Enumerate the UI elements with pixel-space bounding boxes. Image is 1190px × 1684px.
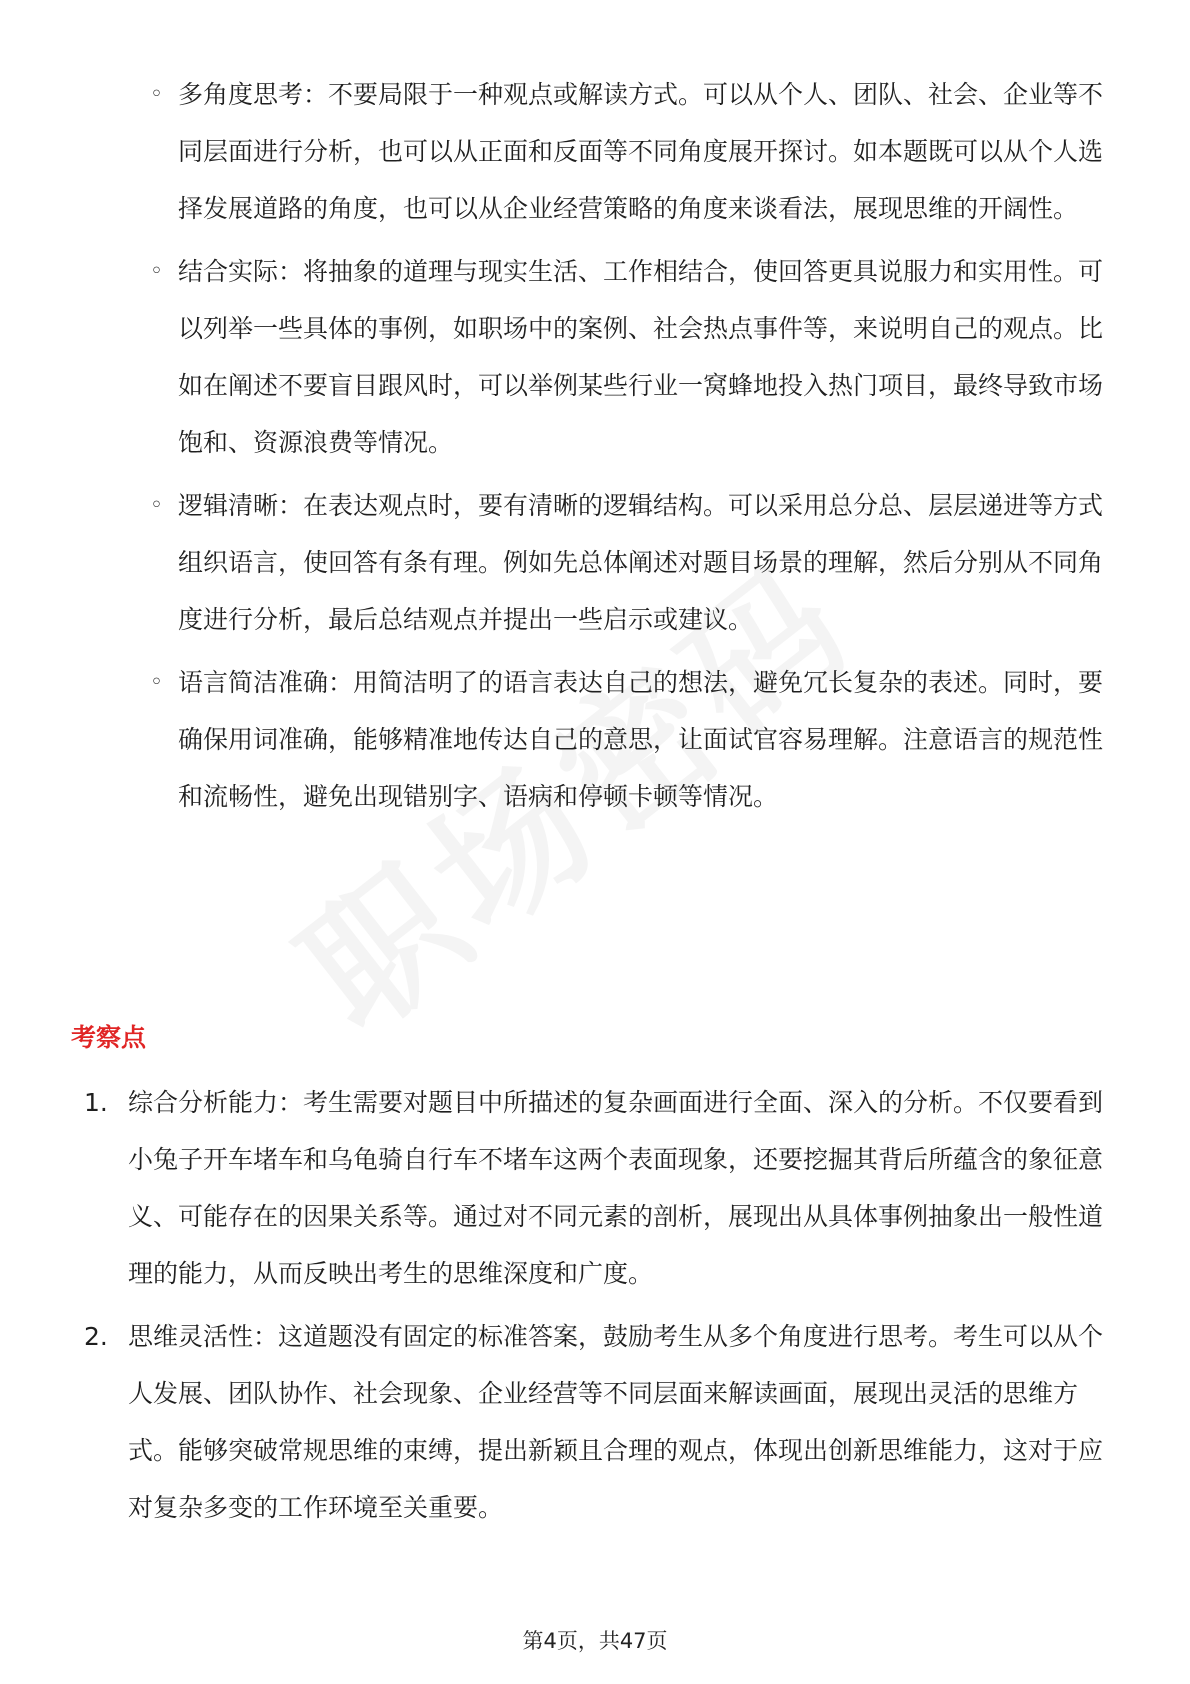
item-number: 2.	[84, 1322, 108, 1351]
bullet-item	[150, 243, 1110, 471]
numbered-item	[84, 1308, 1114, 1536]
bullet-text: 逻辑清晰：在表达观点时，要有清晰的逻辑结构。可以采用总分总、层层递进等方式组织语言，使回答有条有理。例如先总体阐述对题目场景的理解，然后分别从不同角度进行分析，最后总结观点并提出一些启示或建议。	[178, 491, 1104, 634]
page-number-footer: 第4页，共47页	[522, 1629, 668, 1653]
bullet-text: 多角度思考：不要局限于一种观点或解读方式。可以从个人、团队、社会、企业等不同层面进行分析，也可以从正面和反面等不同角度展开探讨。如本题既可以从个人选择发展道路的角度，也可以从企业经营策略的角度来谈看法，展现思维的开阔性。	[178, 80, 1104, 223]
circle-bullet-icon: ◦	[150, 82, 163, 107]
numbered-item	[84, 1074, 1114, 1302]
item-number: 1.	[84, 1088, 108, 1117]
circle-bullet-icon: ◦	[150, 670, 163, 695]
circle-bullet-icon: ◦	[150, 493, 163, 518]
bullet-item	[150, 654, 1110, 825]
item-text: 综合分析能力：考生需要对题目中所描述的复杂画面进行全面、深入的分析。不仅要看到小兔子开车堵车和乌龟骑自行车不堵车这两个表面现象，还要挖掘其背后所蕴含的象征意义、可能存在的因果关系等。通过对不同元素的剖析，展现出从具体事例抽象出一般性道理的能力，从而反映出考生的思维深度和广度。	[128, 1088, 1104, 1288]
section-heading: 考察点	[71, 1023, 147, 1052]
bullet-item	[150, 66, 1110, 237]
assessment-points-list	[84, 1074, 1114, 1542]
item-text: 思维灵活性：这道题没有固定的标准答案，鼓励考生从多个角度进行思考。考生可以从个人发展、团队协作、社会现象、企业经营等不同层面来解读画面，展现出灵活的思维方式。能够突破常规思维的束缚，提出新颖且合理的观点，体现出创新思维能力，这对于应对复杂多变的工作环境至关重要。	[128, 1322, 1104, 1522]
bullet-text: 结合实际：将抽象的道理与现实生活、工作相结合，使回答更具说服力和实用性。可以列举一些具体的事例，如职场中的案例、社会热点事件等，来说明自己的观点。比如在阐述不要盲目跟风时，可以举例某些行业一窝蜂地投入热门项目，最终导致市场饱和、资源浪费等情况。	[178, 257, 1104, 457]
bullet-item	[150, 477, 1110, 648]
tips-bullet-list	[150, 66, 1110, 831]
bullet-text: 语言简洁准确：用简洁明了的语言表达自己的想法，避免冗长复杂的表述。同时，要确保用词准确，能够精准地传达自己的意思，让面试官容易理解。注意语言的规范性和流畅性，避免出现错别字、语病和停顿卡顿等情况。	[178, 668, 1104, 811]
circle-bullet-icon: ◦	[150, 259, 163, 284]
